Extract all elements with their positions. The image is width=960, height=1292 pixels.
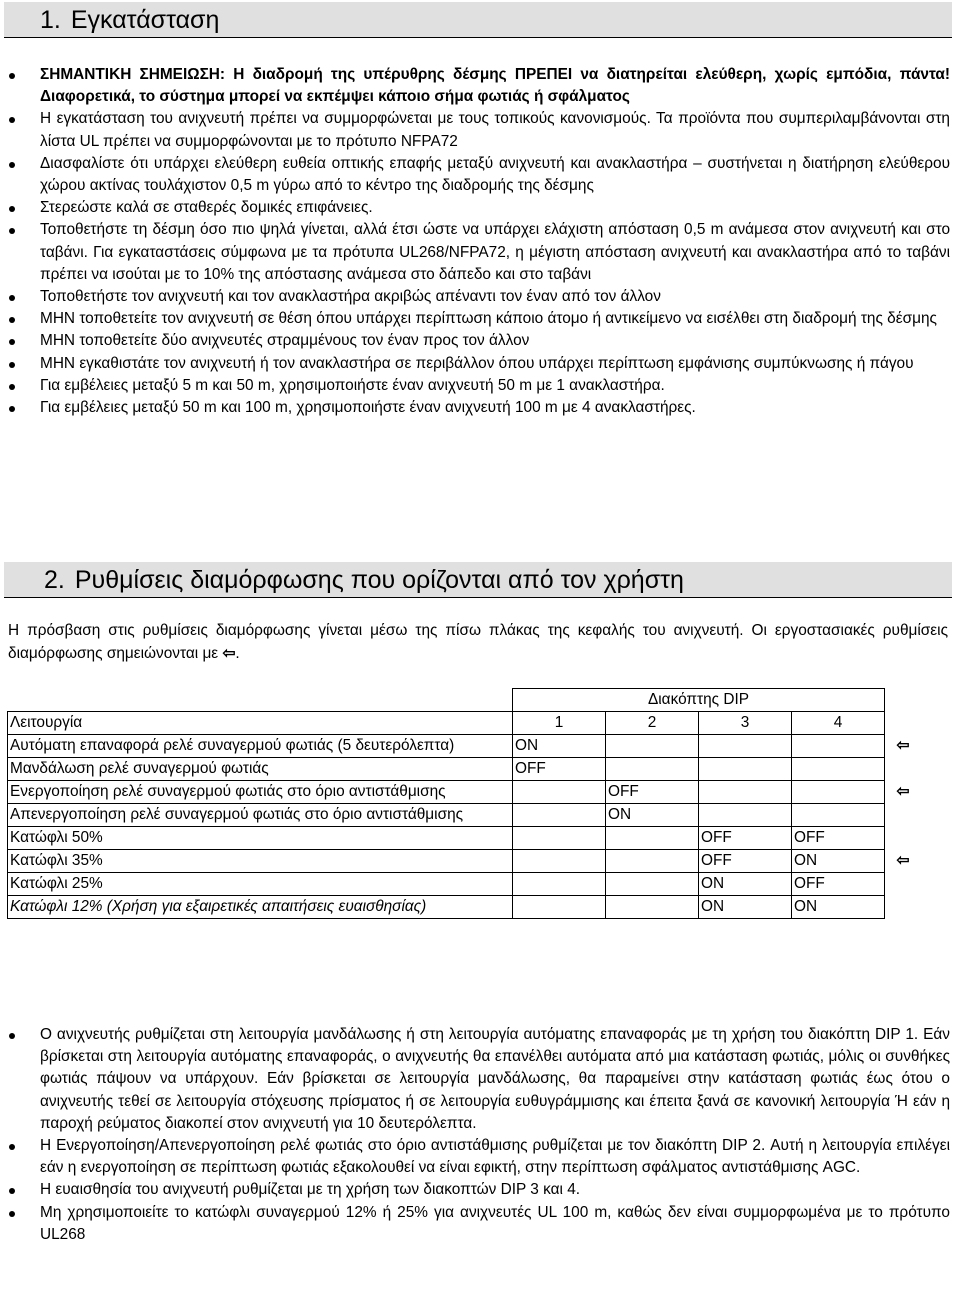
bullet-icon (9, 206, 15, 212)
table-row (8, 896, 922, 919)
bullet-icon (9, 295, 15, 301)
switch-3-cell: ON (699, 896, 792, 919)
table-row (8, 850, 922, 873)
section-2-title: Ρυθμίσεις διαμόρφωσης που ορίζονται από τον χρήστη (74, 566, 684, 594)
default-arrow-icon (885, 873, 922, 896)
list-item (0, 1202, 960, 1246)
function-cell: Απενεργοποίηση ρελέ συναγερμού φωτιάς στο όριο αντιστάθμισης (8, 804, 513, 827)
switch-4-cell (792, 758, 885, 781)
list-item (0, 286, 960, 308)
default-arrow-icon (885, 896, 922, 919)
bullet-icon (9, 362, 15, 368)
switch-3-cell (699, 758, 792, 781)
list-item-text: ΜΗΝ τοποθετείτε τον ανιχνευτή σε θέση όπου υπάρχει περίπτωση κάποιο άτομο ή αντικείμενο να εισέλθει στη διαδρομή της δέσμης (40, 310, 937, 328)
list-item-text: Η εγκατάσταση του ανιχνευτή πρέπει να συμμορφώνεται με τους τοπικούς κανονισμούς. Τα προϊόντα που συμπεριλαμβάνονται στη λίστα UL πρέπει να συμμορφώνονται με το πρότυπο NFPA72 (40, 110, 950, 150)
list-item-text: Διασφαλίστε ότι υπάρχει ελεύθερη ευθεία οπτικής επαφής μεταξύ ανιχνευτή και ανακλαστήρα – συστήνεται η διατήρηση ελεύθερου χώρου ακτίνας τουλάχιστον 0,5 m γύρω από το κέντρο της διαδρομής της δέσμης (40, 154, 950, 195)
section-2-number: 2. (44, 566, 65, 594)
switch-2-cell: ON (606, 804, 699, 827)
intro-end: . (235, 644, 240, 662)
bullet-icon (9, 228, 15, 234)
switch-1-cell (513, 850, 606, 873)
list-item-text: ΜΗΝ τοποθετείτε δύο ανιχνευτές στραμμένους τον έναν προς τον άλλον (40, 332, 530, 350)
list-item (0, 397, 960, 419)
bullet-icon (9, 406, 15, 412)
switch-4-cell: OFF (792, 827, 885, 850)
empty-cell (8, 689, 513, 712)
switch-4-cell (792, 781, 885, 804)
switch-3-cell: ON (699, 873, 792, 896)
bullet-icon (9, 317, 15, 323)
bullet-icon (9, 1188, 15, 1194)
default-arrow-icon: ⇦ (896, 782, 910, 800)
bullet-icon (9, 117, 15, 123)
switch-4-header: 4 (792, 712, 885, 735)
bullet-icon (9, 339, 15, 345)
table-row (8, 827, 922, 850)
function-cell: Ενεργοποίηση ρελέ συναγερμού φωτιάς στο όριο αντιστάθμισης (8, 781, 513, 804)
switch-4-cell: ON (792, 896, 885, 919)
note-text: Η ευαισθησία του ανιχνευτή ρυθμίζεται με τη χρήση των διακοπτών DIP 3 και 4. (40, 1181, 581, 1199)
dip-switch-header: Διακόπτης DIP (513, 689, 885, 712)
list-item-text: Για εμβέλειες μεταξύ 50 m και 100 m, χρησιμοποιήστε έναν ανιχνευτή 100 m με 4 ανακλαστήρες. (40, 399, 696, 417)
list-item (0, 1179, 960, 1201)
function-cell: Κατώφλι 12% (Χρήση για εξαιρετικές απαιτήσεις ευαισθησίας) (8, 896, 513, 919)
list-item-text: Τοποθετήστε τον ανιχνευτή και τον ανακλαστήρα ακριβώς απέναντι τον έναν από τον άλλον (40, 288, 661, 306)
list-item (0, 1135, 960, 1179)
switch-1-cell (513, 827, 606, 850)
switch-3-cell (699, 735, 792, 758)
switch-4-cell (792, 735, 885, 758)
intro-text: Η πρόσβαση στις ρυθμίσεις διαμόρφωσης γίνεται μέσω της πίσω πλάκας της κεφαλής του ανιχνευτή. Οι εργοστασιακές ρυθμίσεις διαμόρφωσης σημειώνονται με (8, 622, 948, 662)
list-item (0, 330, 960, 352)
switch-3-header: 3 (699, 712, 792, 735)
table-row (8, 758, 922, 781)
list-item (0, 353, 960, 375)
bullet-icon (9, 1144, 15, 1150)
list-item (0, 308, 960, 330)
switch-2-cell (606, 850, 699, 873)
default-header (885, 712, 922, 735)
section-1-number: 1. (40, 6, 61, 34)
bullet-icon (9, 384, 15, 390)
switch-2-cell (606, 827, 699, 850)
switch-2-cell (606, 758, 699, 781)
default-arrow-icon (885, 804, 922, 827)
note-text: Η Ενεργοποίηση/Απενεργοποίηση ρελέ φωτιάς στο όριο αντιστάθμισης ρυθμίζεται με τον διακόπτη DIP 2. Αυτή η λειτουργία επιλέγει εάν η ενεργοποίηση σε περίπτωση φωτιάς εξακολουθεί να είναι εφικτή, στην περίπτωση σφάλματος αντιστάθμισης AGC. (40, 1137, 950, 1177)
list-item-text: Τοποθετήστε τη δέσμη όσο πιο ψηλά γίνεται, αλλά έτσι ώστε να υπάρχει ελάχιστη απόσταση 0,5 m ανάμεσα στον ανιχνευτή και στο ταβάνι. Για εγκαταστάσεις σύμφωνα με τα πρότυπα UL268/NFPA72, η μέγιστη απόσταση ανιχνευτή και ανακλαστήρα από το ταβάνι πρέπει να ισούται με το 10% της απόστασης ανάμεσα στο δάπεδο και στο ταβάνι (40, 221, 950, 283)
switch-1-cell (513, 781, 606, 804)
note-text: Μη χρησιμοποιείτε το κατώφλι συναγερμού 12% ή 25% για ανιχνευτές UL 100 m, καθώς δεν είναι συμμορφωμένα με το πρότυπο UL268 (40, 1203, 950, 1243)
list-item-text: ΜΗΝ εγκαθιστάτε τον ανιχνευτή ή τον ανακλαστήρα σε περιβάλλον όπου υπάρχει περίπτωση εμφάνισης συμπύκνωσης ή πάγου (40, 354, 914, 372)
function-cell: Κατώφλι 25% (8, 873, 513, 896)
function-cell: Μανδάλωση ρελέ συναγερμού φωτιάς (8, 758, 513, 781)
function-header: Λειτουργία (8, 712, 513, 735)
switch-1-cell: OFF (513, 758, 606, 781)
list-item (0, 375, 960, 397)
list-item-text: Για εμβέλειες μεταξύ 5 m και 50 m, χρησιμοποιήστε έναν ανιχνευτή 50 m με 1 ανακλαστήρα. (40, 376, 665, 394)
switch-4-cell: OFF (792, 873, 885, 896)
switch-3-cell: OFF (699, 850, 792, 873)
list-item (0, 64, 960, 108)
list-item (0, 108, 960, 152)
default-arrow-icon (885, 827, 922, 850)
dip-switch-table (7, 688, 922, 919)
settings-intro (8, 620, 948, 665)
switch-3-cell (699, 804, 792, 827)
switch-2-cell (606, 735, 699, 758)
bullet-icon (9, 162, 15, 168)
default-arrow-icon: ⇦ (896, 851, 910, 869)
default-arrow-icon: ⇦ (896, 736, 910, 754)
switch-3-cell: OFF (699, 827, 792, 850)
list-item-text: Στερεώστε καλά σε σταθερές δομικές επιφάνειες. (40, 199, 373, 217)
switch-1-cell (513, 896, 606, 919)
switch-4-cell: ON (792, 850, 885, 873)
switch-2-cell: OFF (606, 781, 699, 804)
switch-4-cell (792, 804, 885, 827)
notes-list (0, 1024, 960, 1246)
section-2-heading (4, 562, 952, 598)
switch-1-header: 1 (513, 712, 606, 735)
function-cell: Κατώφλι 50% (8, 827, 513, 850)
bullet-icon (9, 1033, 15, 1039)
left-arrow-icon: ⇦ (222, 644, 236, 662)
bullet-icon (9, 1211, 15, 1217)
table-row (8, 804, 922, 827)
table-row (8, 781, 922, 804)
bullet-icon (9, 73, 15, 79)
table-group-header-row (8, 689, 922, 712)
table-header-row (8, 712, 922, 735)
installation-list (0, 64, 960, 419)
default-arrow-icon (885, 758, 922, 781)
switch-2-cell (606, 896, 699, 919)
switch-2-cell (606, 873, 699, 896)
switch-2-header: 2 (606, 712, 699, 735)
switch-1-cell: ON (513, 735, 606, 758)
empty-cell (885, 689, 922, 712)
switch-1-cell (513, 804, 606, 827)
function-cell: Αυτόματη επαναφορά ρελέ συναγερμού φωτιάς (5 δευτερόλεπτα) (8, 735, 513, 758)
table-row (8, 873, 922, 896)
function-cell: Κατώφλι 35% (8, 850, 513, 873)
table-row (8, 735, 922, 758)
important-note: ΣΗΜΑΝΤΙΚΗ ΣΗΜΕΙΩΣΗ: Η διαδρομή της υπέρυθρης δέσμης ΠΡΕΠΕΙ να διατηρείται ελεύθερη, χωρίς εμπόδια, πάντα! Διαφορετικά, το σύστημα μπορεί να εκπέμψει κάποιο σήμα φωτιάς ή σφάλματος (40, 66, 950, 106)
switch-3-cell (699, 781, 792, 804)
switch-1-cell (513, 873, 606, 896)
section-1-title: Εγκατάσταση (70, 6, 220, 34)
list-item (0, 219, 960, 286)
list-item (0, 1024, 960, 1135)
note-text: Ο ανιχνευτής ρυθμίζεται στη λειτουργία μανδάλωσης ή στη λειτουργία αυτόματης επαναφοράς με τη χρήση του διακόπτη DIP 1. Εάν βρίσκεται στη λειτουργία αυτόματης επαναφοράς, ο ανιχνευτής θα επανέλθει αυτόματα από μια κατάσταση φωτιάς, μόλις οι συνθήκες φωτιάς πάψουν να υπάρχουν. Εάν βρίσκεται σε λειτουργία μανδάλωσης, θα παραμείνει στην κατάσταση φωτιάς έως ότου ο ανιχνευτής τεθεί σε λειτουργία στόχευσης πρίσματος ή σε λειτουργία ευθυγράμμισης και έπειτα ξανά σε κανονική λειτουργία Ή εάν η παροχή ρεύματος διακοπεί στον ανιχνευτή για 10 δευτερόλεπτα. (40, 1026, 950, 1132)
section-1-heading (4, 2, 952, 38)
list-item (0, 197, 960, 219)
list-item (0, 153, 960, 197)
